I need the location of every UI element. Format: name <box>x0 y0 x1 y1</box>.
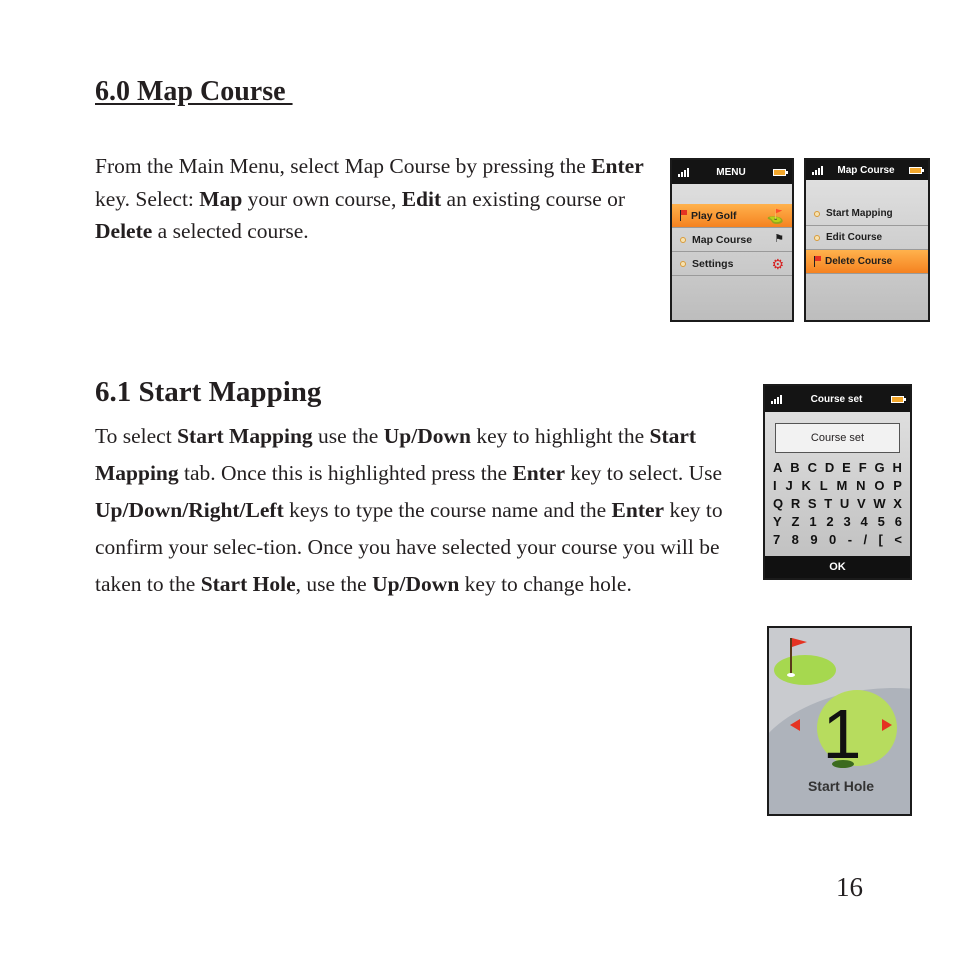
menu-item-label: Settings <box>692 257 734 270</box>
status-bar <box>765 386 910 412</box>
keyboard-row <box>773 513 902 531</box>
bullet-icon <box>814 211 820 217</box>
bullet-icon <box>680 261 686 267</box>
page-number: 16 <box>836 872 863 902</box>
course-set-screen <box>763 384 912 580</box>
key[interactable]: C <box>807 460 817 475</box>
course-name-input[interactable]: Course set <box>775 423 900 453</box>
key[interactable]: 5 <box>877 514 885 529</box>
keyboard <box>765 459 910 549</box>
bullet-icon <box>814 235 820 241</box>
key[interactable]: [ <box>878 532 883 547</box>
menu-item-label: Start Mapping <box>826 208 893 219</box>
menu-item-play-golf[interactable] <box>672 204 792 228</box>
start-hole-label: Start Hole <box>807 778 875 794</box>
key[interactable]: H <box>892 460 902 475</box>
section-title: 6.0 Map Course <box>95 76 293 107</box>
key[interactable]: Q <box>773 496 784 511</box>
flag-icon <box>814 256 822 267</box>
key[interactable]: V <box>856 496 866 511</box>
menu-item-start-mapping[interactable] <box>806 202 928 226</box>
key[interactable]: 9 <box>810 532 818 547</box>
key[interactable]: 0 <box>829 532 837 547</box>
menu-item-edit-course[interactable] <box>806 226 928 250</box>
bullet-icon <box>680 237 686 243</box>
key[interactable]: 3 <box>843 514 851 529</box>
gear-icon: ⚙ <box>771 256 784 272</box>
keyboard-row <box>773 495 902 513</box>
battery-icon <box>909 167 922 174</box>
key[interactable]: O <box>874 478 885 493</box>
hole-number: 1 <box>822 695 862 773</box>
battery-icon <box>773 169 786 176</box>
key[interactable]: X <box>893 496 902 511</box>
key[interactable]: D <box>824 460 835 475</box>
key[interactable]: S <box>807 496 817 511</box>
key[interactable]: M <box>836 478 848 493</box>
key[interactable]: P <box>893 478 902 493</box>
signal-icon <box>771 395 782 404</box>
menu-item-label: Play Golf <box>691 209 737 222</box>
key[interactable]: W <box>873 496 886 511</box>
ok-button[interactable]: OK <box>765 556 910 578</box>
menu-item-label: Edit Course <box>826 232 883 243</box>
key[interactable]: Y <box>773 514 782 529</box>
key[interactable]: A <box>773 460 783 475</box>
subsection-title: 6.1 Start Mapping <box>95 376 322 408</box>
menu-item-delete-course[interactable] <box>806 250 928 274</box>
key[interactable]: N <box>856 478 866 493</box>
status-bar <box>806 160 928 180</box>
flag-icon <box>792 638 807 647</box>
key[interactable]: 6 <box>894 514 902 529</box>
key[interactable]: R <box>790 496 801 511</box>
key[interactable]: 2 <box>826 514 834 529</box>
key[interactable]: E <box>842 460 851 475</box>
screen-title: Course set <box>810 393 863 405</box>
flag-icon <box>680 210 688 221</box>
map-course-screen <box>804 158 930 322</box>
key[interactable]: J <box>785 478 793 493</box>
menu-item-map-course[interactable] <box>672 228 792 252</box>
key[interactable]: Z <box>791 514 800 529</box>
key[interactable]: 1 <box>809 514 817 529</box>
status-bar <box>672 160 792 184</box>
keyboard-row <box>773 531 902 549</box>
map-flag-icon: ⚑ <box>774 233 784 245</box>
start-hole-graphic <box>769 628 910 814</box>
key[interactable]: L <box>819 478 828 493</box>
key[interactable]: 8 <box>791 532 799 547</box>
key[interactable]: I <box>773 478 777 493</box>
key[interactable]: K <box>801 478 811 493</box>
menu-item-label: Map Course <box>692 233 753 246</box>
key[interactable]: 7 <box>773 532 781 547</box>
key[interactable]: F <box>858 460 867 475</box>
screen-title: Map Course <box>837 164 895 176</box>
key[interactable]: < <box>894 532 902 547</box>
key[interactable]: 4 <box>860 514 868 529</box>
key[interactable]: G <box>874 460 885 475</box>
signal-icon <box>678 168 689 177</box>
intro-paragraph: From the Main Menu, select Map Course by pressing the Enter key. Select: Map your own course, Edit an existing course or Delete a selected course. <box>95 154 644 243</box>
menu-item-label: Delete Course <box>825 256 893 267</box>
screen-title: MENU <box>716 166 746 178</box>
start-hole-screen <box>767 626 912 816</box>
key[interactable]: T <box>824 496 833 511</box>
keyboard-row <box>773 477 902 495</box>
keyboard-row <box>773 459 902 477</box>
key[interactable]: - <box>847 532 853 547</box>
key[interactable]: / <box>863 532 868 547</box>
body-paragraph: To select Start Mapping use the Up/Down key to highlight the Start Mapping tab. Once this is highlighted press the Enter key to select. Use Up/Down/Right/Left keys to type the course name and the Enter key to confirm your selec-tion. Once you have selected your course you will be taken to the Start Hole, use the Up/Down key to change hole. <box>95 424 723 596</box>
hole-cup-icon <box>787 673 795 677</box>
key[interactable]: U <box>839 496 850 511</box>
signal-icon <box>812 166 823 175</box>
green-icon <box>774 655 836 685</box>
menu-screen <box>670 158 794 322</box>
golfer-icon: ⛳ <box>766 208 784 224</box>
battery-icon <box>891 396 904 403</box>
key[interactable]: B <box>790 460 800 475</box>
menu-item-settings[interactable] <box>672 252 792 276</box>
